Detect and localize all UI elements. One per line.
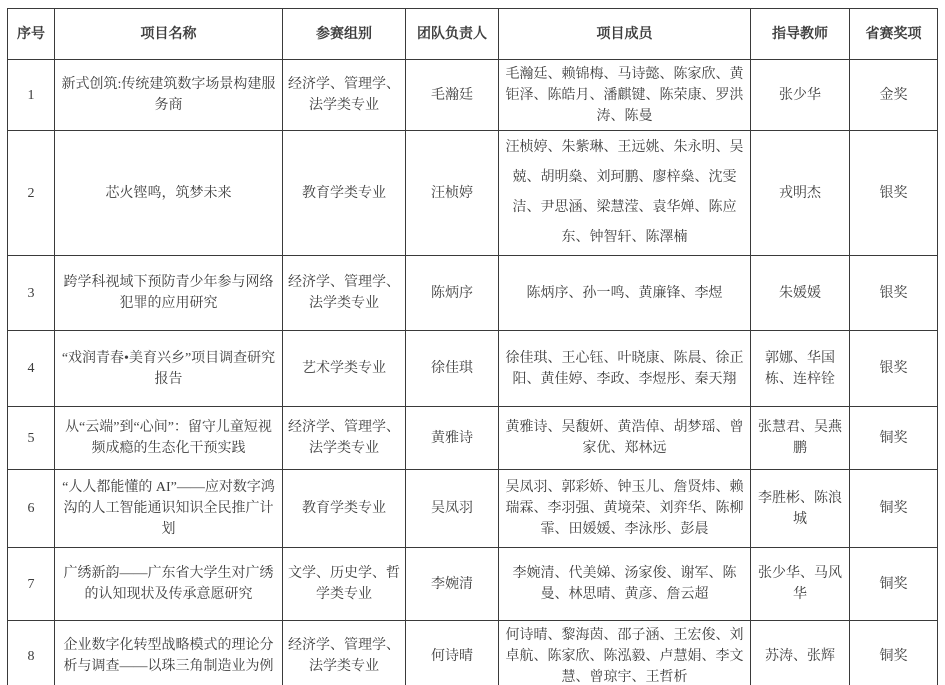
header-cell-members: 项目成员 [499,9,751,60]
table-row [8,470,938,548]
cell-number: 2 [8,131,55,256]
cell-advisor: 张少华 [751,60,850,131]
cell-category: 文学、历史学、哲学类专业 [283,548,406,621]
cell-leader: 徐佳琪 [406,331,499,407]
table-header [8,9,938,60]
awards-table [7,8,938,685]
cell-leader: 李婉清 [406,548,499,621]
cell-category: 教育学类专业 [283,470,406,548]
cell-project-name: 从“云端”到“心间”：留守儿童短视频成瘾的生态化干预实践 [55,407,283,470]
cell-project-name: 跨学科视域下预防青少年参与网络犯罪的应用研究 [55,256,283,331]
cell-category: 艺术学类专业 [283,331,406,407]
header-cell-number: 序号 [8,9,55,60]
table-row [8,331,938,407]
cell-leader: 汪桢婷 [406,131,499,256]
cell-advisor: 张慧君、吴燕鹏 [751,407,850,470]
cell-members: 何诗晴、黎海茵、邵子涵、王宏俊、刘卓航、陈家欣、陈泓毅、卢慧娟、李文慧、曾琼宇、王哲析 [499,621,751,685]
cell-category: 经济学、管理学、法学类专业 [283,407,406,470]
cell-award: 金奖 [850,60,938,131]
cell-project-name: “戏润青春•美育兴乡”项目调查研究报告 [55,331,283,407]
cell-leader: 何诗晴 [406,621,499,685]
cell-project-name: 新式创筑:传统建筑数字场景构建服务商 [55,60,283,131]
cell-leader: 毛瀚廷 [406,60,499,131]
cell-category: 经济学、管理学、法学类专业 [283,60,406,131]
cell-advisor: 郭娜、华国栋、连梓铨 [751,331,850,407]
cell-project-name: 广绣新韵——广东省大学生对广绣的认知现状及传承意愿研究 [55,548,283,621]
cell-number: 5 [8,407,55,470]
header-cell-leader: 团队负责人 [406,9,499,60]
cell-members: 李婉清、代美娣、汤家俊、谢军、陈曼、林思晴、黄彦、詹云超 [499,548,751,621]
table-row [8,256,938,331]
cell-members: 吴凤羽、郭彩娇、钟玉儿、詹贤炜、赖瑞霖、李羽强、黄境荣、刘弈华、陈柳霏、田媛媛、李泳彤、彭晨 [499,470,751,548]
table-row [8,60,938,131]
cell-number: 1 [8,60,55,131]
cell-members: 汪桢婷、朱紫琳、王远姚、朱永明、吴兢、胡明燊、刘珂鹏、廖梓燊、沈雯洁、尹思涵、梁慧滢、袁华婵、陈应东、钟智轩、陈澤楠 [499,131,751,256]
cell-advisor: 朱媛媛 [751,256,850,331]
header-cell-advisor: 指导教师 [751,9,850,60]
cell-number: 6 [8,470,55,548]
cell-advisor: 苏涛、张辉 [751,621,850,685]
table-body [8,60,938,685]
header-row [8,9,938,60]
cell-advisor: 李胜彬、陈浪城 [751,470,850,548]
cell-project-name: 芯火铿鸣，筑梦未来 [55,131,283,256]
cell-number: 7 [8,548,55,621]
cell-leader: 黄雅诗 [406,407,499,470]
cell-category: 教育学类专业 [283,131,406,256]
cell-award: 银奖 [850,131,938,256]
cell-members: 毛瀚廷、赖锦梅、马诗懿、陈家欣、黄钜泽、陈皓月、潘麒键、陈荣康、罗洪涛、陈曼 [499,60,751,131]
cell-project-name: “人人都能懂的 AI”——应对数字鸿沟的人工智能通识知识全民推广计划 [55,470,283,548]
table-row [8,621,938,685]
cell-award: 铜奖 [850,470,938,548]
cell-members: 黄雅诗、吴馥妍、黄浩倬、胡梦瑶、曾家优、郑林远 [499,407,751,470]
cell-award: 铜奖 [850,548,938,621]
cell-category: 经济学、管理学、法学类专业 [283,256,406,331]
cell-project-name: 企业数字化转型战略模式的理论分析与调查——以珠三角制造业为例 [55,621,283,685]
cell-award: 银奖 [850,331,938,407]
cell-number: 4 [8,331,55,407]
cell-leader: 陈炳序 [406,256,499,331]
cell-leader: 吴凤羽 [406,470,499,548]
header-cell-category: 参赛组别 [283,9,406,60]
header-cell-project-name: 项目名称 [55,9,283,60]
cell-number: 8 [8,621,55,685]
table-row [8,548,938,621]
header-cell-award: 省赛奖项 [850,9,938,60]
cell-members: 徐佳琪、王心钰、叶晓康、陈晨、徐正阳、黄佳婷、李政、李煜彤、秦天翔 [499,331,751,407]
cell-category: 经济学、管理学、法学类专业 [283,621,406,685]
table-row [8,131,938,256]
cell-award: 银奖 [850,256,938,331]
table-row [8,407,938,470]
cell-award: 铜奖 [850,621,938,685]
cell-number: 3 [8,256,55,331]
cell-advisor: 张少华、马风华 [751,548,850,621]
cell-members: 陈炳序、孙一鸣、黄廉锋、李煜 [499,256,751,331]
cell-advisor: 戎明杰 [751,131,850,256]
cell-award: 铜奖 [850,407,938,470]
